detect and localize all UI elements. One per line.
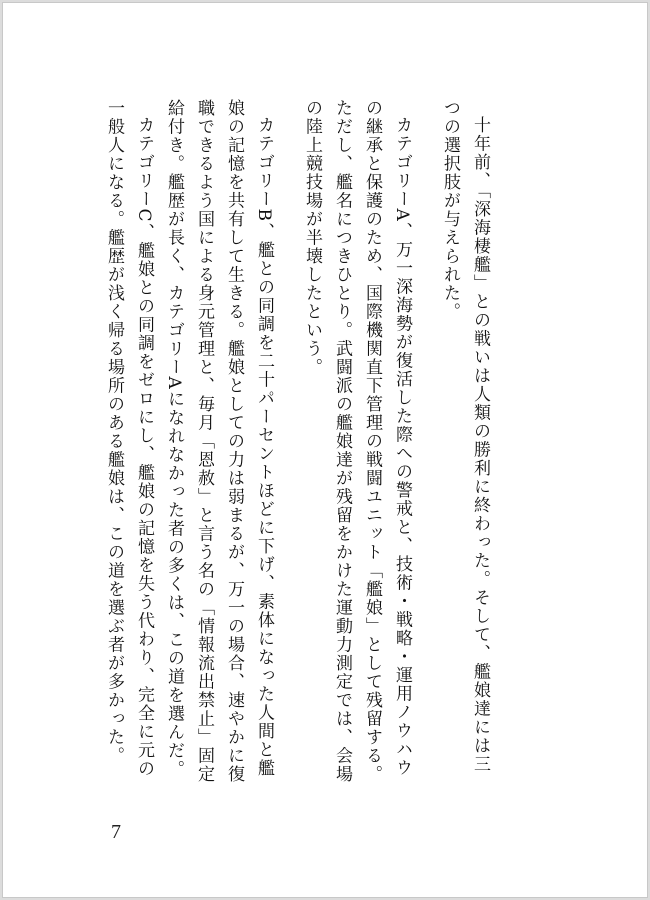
vertical-text-body [104,99,495,789]
paragraph-category-c: カテゴリーC、艦娘との同調をゼロにし、艦娘の記憶を失う代わり、完全に元の一般人になる。艦歴が浅く帰る場所のある艦娘は、この道を選ぶ者が多かった。 [104,99,154,779]
paragraph-category-b: カテゴリーB、艦との同調を二十パーセントほどに下げ、素体になった人間と艦娘の記憶を共有して生きる。艦娘としての力は弱まるが、万一の場合、速やかに復職できるよう国による身元管理と、毎月「恩赦」と言う名の「情報流出禁止」固定給付き。艦歴が長く、カテゴリーAになれなかった者の多くは、この道を選んだ。 [164,99,274,784]
paragraph-category-a: カテゴリーA、万一深海勢が復活した際への警戒と、技術・戦略・運用ノウハウの継承と保護のため、国際機関直下管理の戦闘ユニット「艦娘」として残留する。ただし、艦名につきひとり。武闘派の艦娘達が残留をかけた運動力測定では、会場の陸上競技場が半壊したという。 [302,99,412,784]
book-page [2,2,648,898]
page-number: 7 [111,821,121,843]
paragraph-intro: 十年前、「深海棲艦」との戦いは人類の勝利に終わった。そして、艦娘達には三つの選択肢が与えられた。 [440,99,490,774]
